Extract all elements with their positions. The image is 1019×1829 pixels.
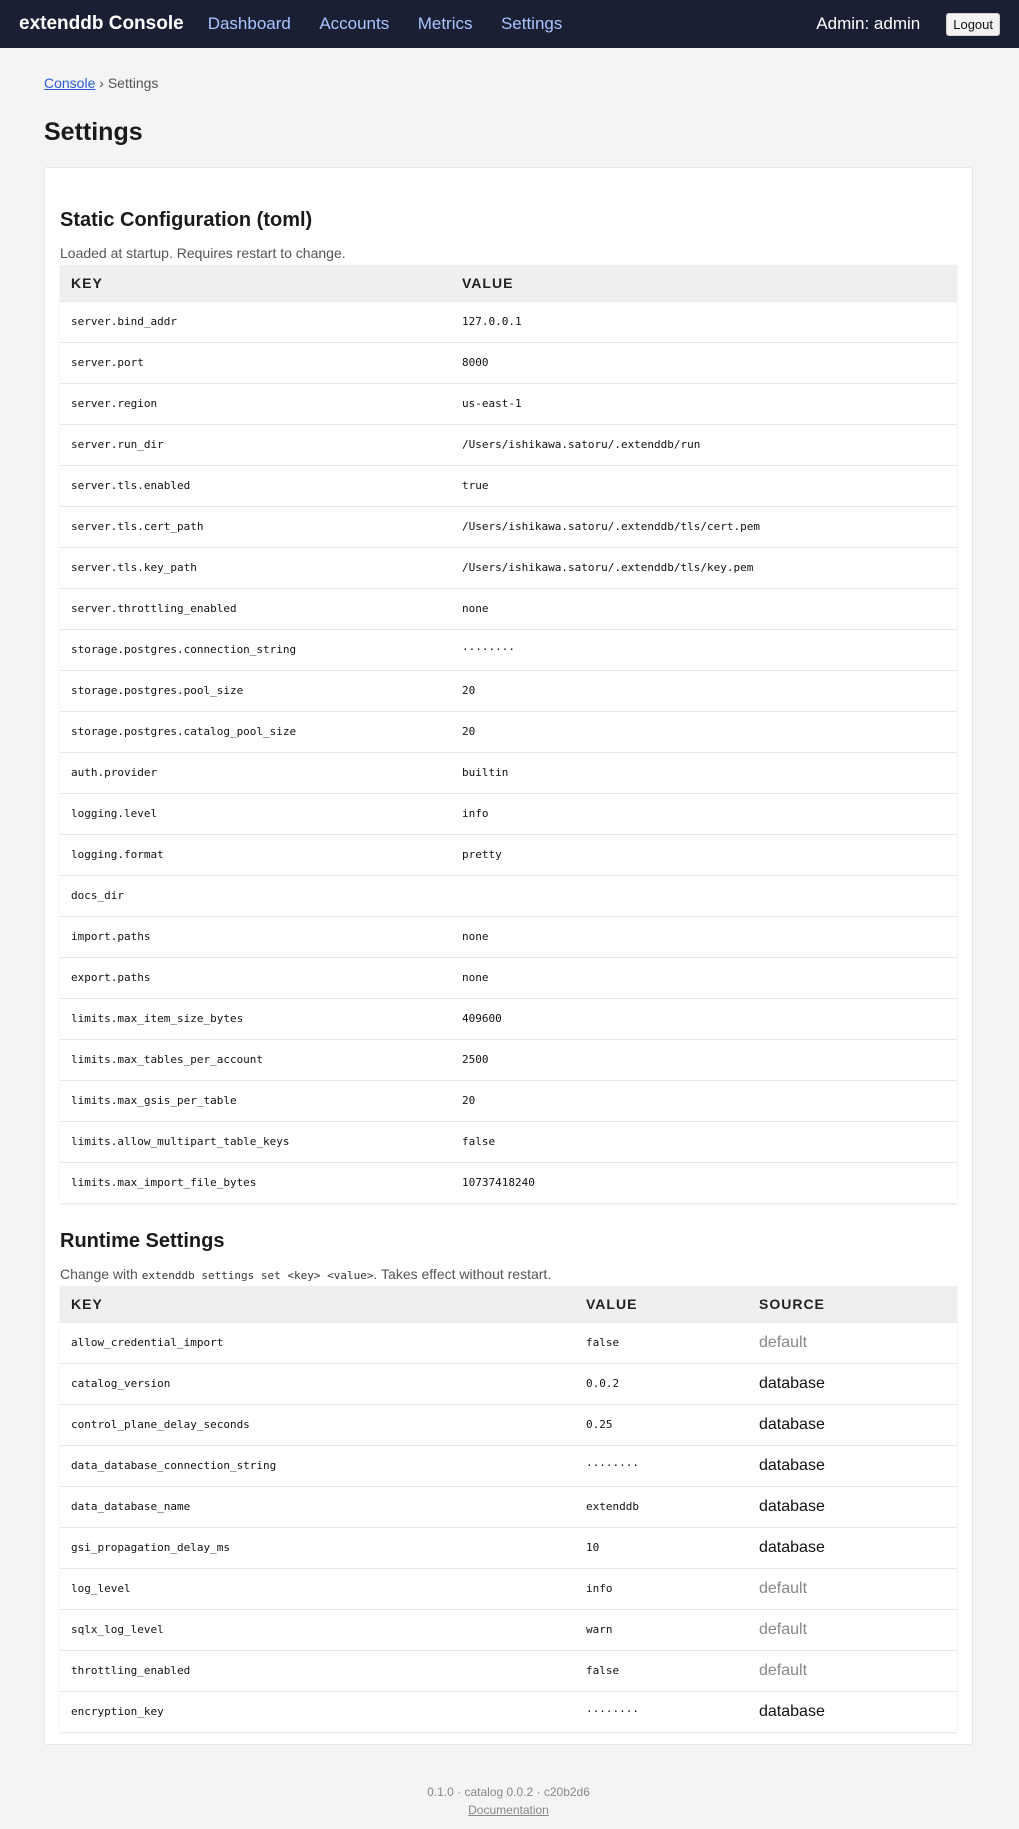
setting-key: gsi_propagation_delay_ms	[60, 1527, 575, 1568]
setting-value: false	[451, 1121, 957, 1162]
column-header-key: KEY	[60, 1286, 575, 1322]
setting-value: none	[451, 588, 957, 629]
setting-source: database	[748, 1363, 957, 1404]
runtime-settings-rows	[60, 1322, 957, 1732]
setting-key: docs_dir	[60, 875, 451, 916]
column-header-value: VALUE	[575, 1286, 748, 1322]
runtime-settings-table	[60, 1286, 957, 1732]
runtime-desc-prefix: Change with	[60, 1266, 138, 1282]
setting-key: limits.allow_multipart_table_keys	[60, 1121, 451, 1162]
setting-value: 8000	[451, 342, 957, 383]
setting-source: default	[748, 1650, 957, 1691]
setting-value: info	[451, 793, 957, 834]
setting-source: database	[748, 1445, 957, 1486]
setting-key: limits.max_gsis_per_table	[60, 1080, 451, 1121]
static-config-rows	[60, 301, 957, 1203]
table-row	[60, 301, 957, 342]
table-row	[60, 834, 957, 875]
static-config-header-row	[60, 265, 957, 301]
runtime-desc-suffix: . Takes effect without restart.	[373, 1266, 552, 1282]
static-config-title: Static Configuration (toml)	[60, 209, 313, 231]
table-row	[60, 629, 957, 670]
table-row	[60, 1080, 957, 1121]
setting-key: server.region	[60, 383, 451, 424]
column-header-key: KEY	[60, 265, 451, 301]
setting-value: info	[575, 1568, 748, 1609]
table-row	[60, 1527, 957, 1568]
setting-key: data_database_connection_string	[60, 1445, 575, 1486]
setting-value: 0.0.2	[575, 1363, 748, 1404]
setting-key: sqlx_log_level	[60, 1609, 575, 1650]
setting-value: /Users/ishikawa.satoru/.extenddb/tls/cert.pem	[451, 506, 957, 547]
setting-key: storage.postgres.pool_size	[60, 670, 451, 711]
table-row	[60, 506, 957, 547]
nav-metrics[interactable]: Metrics	[417, 14, 473, 33]
setting-key: export.paths	[60, 957, 451, 998]
nav-dashboard[interactable]: Dashboard	[207, 14, 291, 33]
setting-key: allow_credential_import	[60, 1322, 575, 1363]
setting-key: logging.format	[60, 834, 451, 875]
table-row	[60, 752, 957, 793]
setting-value: pretty	[451, 834, 957, 875]
setting-source: database	[748, 1527, 957, 1568]
setting-key: data_database_name	[60, 1486, 575, 1527]
setting-key: catalog_version	[60, 1363, 575, 1404]
table-row	[60, 670, 957, 711]
setting-value: false	[575, 1322, 748, 1363]
logout-button[interactable]: Logout	[946, 13, 1000, 36]
setting-value: true	[451, 465, 957, 506]
setting-value: ········	[575, 1445, 748, 1486]
table-row	[60, 588, 957, 629]
setting-key: server.tls.enabled	[60, 465, 451, 506]
setting-source: database	[748, 1404, 957, 1445]
setting-key: control_plane_delay_seconds	[60, 1404, 575, 1445]
setting-value: 20	[451, 711, 957, 752]
admin-user-label: Admin: admin	[816, 14, 921, 33]
table-row	[60, 957, 957, 998]
table-row	[60, 916, 957, 957]
table-row	[60, 1445, 957, 1486]
setting-key: auth.provider	[60, 752, 451, 793]
static-config-table	[60, 265, 957, 1203]
table-row	[60, 424, 957, 465]
table-row	[60, 1322, 957, 1363]
setting-key: server.run_dir	[60, 424, 451, 465]
setting-value: /Users/ishikawa.satoru/.extenddb/tls/key.pem	[451, 547, 957, 588]
setting-key: limits.max_item_size_bytes	[60, 998, 451, 1039]
setting-key: encryption_key	[60, 1691, 575, 1732]
main-content	[44, 75, 973, 1829]
table-row	[60, 383, 957, 424]
runtime-header-row	[60, 1286, 957, 1322]
page-title: Settings	[44, 118, 143, 146]
settings-card	[44, 167, 973, 1745]
main-nav	[208, 14, 587, 34]
table-row	[60, 1363, 957, 1404]
table-row	[60, 998, 957, 1039]
setting-key: import.paths	[60, 916, 451, 957]
column-header-value: VALUE	[451, 265, 957, 301]
static-config-description: Loaded at startup. Requires restart to change.	[60, 245, 346, 261]
setting-key: storage.postgres.connection_string	[60, 629, 451, 670]
setting-value: warn	[575, 1609, 748, 1650]
setting-value: 10737418240	[451, 1162, 957, 1203]
breadcrumb-current: Settings	[107, 75, 159, 91]
runtime-desc-command: extenddb settings set <key> <value>	[141, 1269, 374, 1282]
setting-value: extenddb	[575, 1486, 748, 1527]
table-row	[60, 1039, 957, 1080]
setting-key: limits.max_tables_per_account	[60, 1039, 451, 1080]
runtime-settings-description	[60, 1266, 957, 1282]
setting-source: default	[748, 1322, 957, 1363]
setting-value: /Users/ishikawa.satoru/.extenddb/run	[451, 424, 957, 465]
setting-source: database	[748, 1486, 957, 1527]
setting-value: ········	[575, 1691, 748, 1732]
table-row	[60, 1650, 957, 1691]
setting-value: builtin	[451, 752, 957, 793]
column-header-source: SOURCE	[748, 1286, 957, 1322]
table-row	[60, 1691, 957, 1732]
setting-key: server.tls.cert_path	[60, 506, 451, 547]
nav-settings[interactable]: Settings	[500, 14, 563, 33]
setting-value: none	[451, 916, 957, 957]
setting-key: limits.max_import_file_bytes	[60, 1162, 451, 1203]
table-row	[60, 1568, 957, 1609]
table-row	[60, 342, 957, 383]
table-row	[60, 711, 957, 752]
setting-key: server.port	[60, 342, 451, 383]
table-row	[60, 1486, 957, 1527]
table-row	[60, 547, 957, 588]
footer-version: 0.1.0 · catalog 0.0.2 · c20b2d6	[427, 1785, 590, 1799]
setting-value: 2500	[451, 1039, 957, 1080]
setting-value: 10	[575, 1527, 748, 1568]
breadcrumb-separator: ›	[99, 75, 104, 91]
setting-source: default	[748, 1609, 957, 1650]
setting-value: 20	[451, 670, 957, 711]
table-row	[60, 875, 957, 916]
nav-accounts[interactable]: Accounts	[319, 14, 390, 33]
setting-key: storage.postgres.catalog_pool_size	[60, 711, 451, 752]
footer	[44, 1783, 973, 1829]
setting-value	[451, 875, 957, 916]
setting-value: none	[451, 957, 957, 998]
setting-key: logging.level	[60, 793, 451, 834]
brand-title[interactable]: extenddb Console	[19, 13, 184, 34]
top-nav-bar	[0, 0, 1019, 48]
table-row	[60, 1609, 957, 1650]
setting-source: database	[748, 1691, 957, 1732]
setting-value: 20	[451, 1080, 957, 1121]
setting-key: server.throttling_enabled	[60, 588, 451, 629]
table-row	[60, 465, 957, 506]
setting-key: log_level	[60, 1568, 575, 1609]
setting-value: 0.25	[575, 1404, 748, 1445]
table-row	[60, 1404, 957, 1445]
setting-key: server.tls.key_path	[60, 547, 451, 588]
documentation-link[interactable]: Documentation	[468, 1803, 549, 1817]
setting-value: 409600	[451, 998, 957, 1039]
runtime-settings-title: Runtime Settings	[60, 1230, 225, 1252]
setting-source: default	[748, 1568, 957, 1609]
breadcrumb-console-link[interactable]: Console	[44, 75, 96, 91]
setting-value: 127.0.0.1	[451, 301, 957, 342]
table-row	[60, 1162, 957, 1203]
setting-key: server.bind_addr	[60, 301, 451, 342]
breadcrumb	[44, 75, 973, 91]
setting-value: us-east-1	[451, 383, 957, 424]
table-row	[60, 1121, 957, 1162]
setting-key: throttling_enabled	[60, 1650, 575, 1691]
table-row	[60, 793, 957, 834]
setting-value: false	[575, 1650, 748, 1691]
setting-value: ········	[451, 629, 957, 670]
